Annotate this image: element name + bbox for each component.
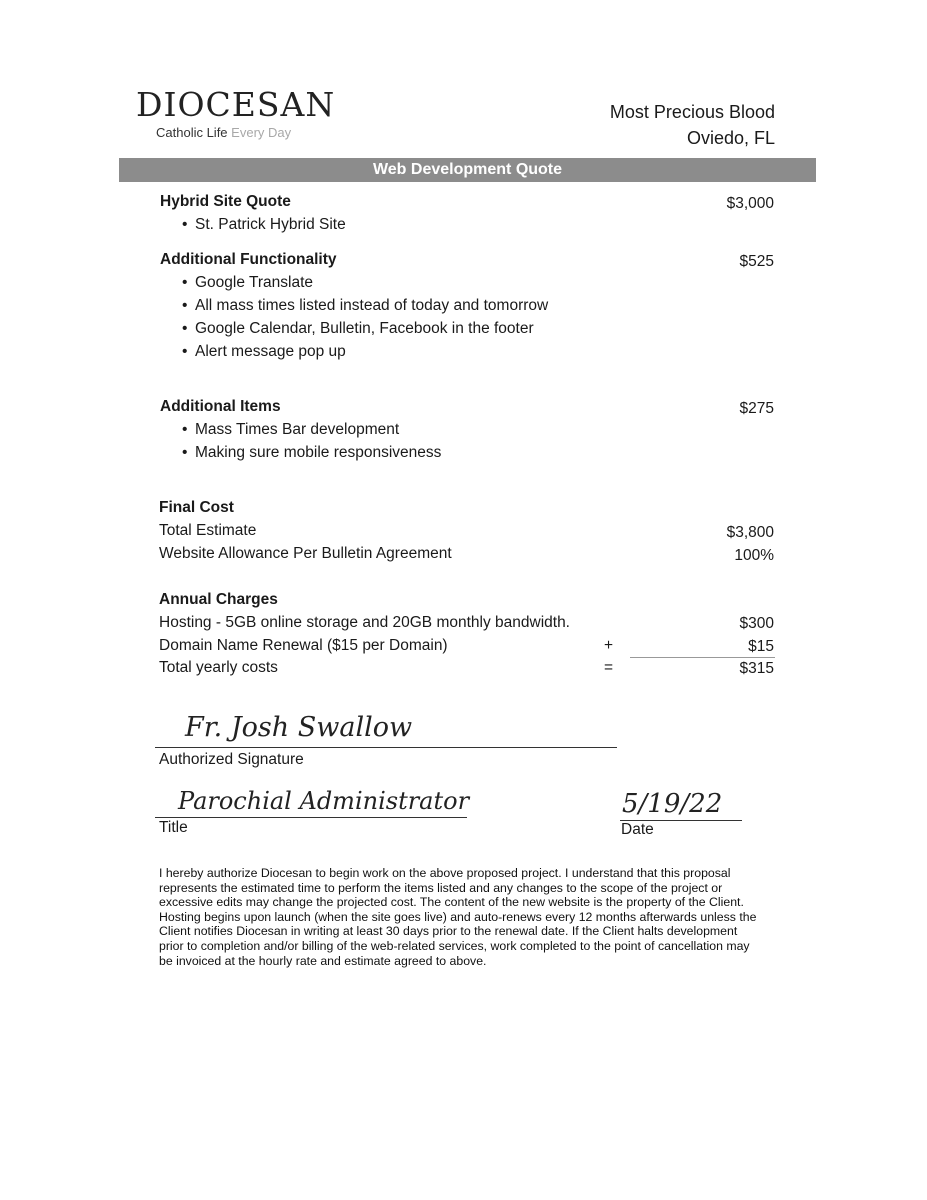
handwritten-signature: Fr. Josh Swallow xyxy=(185,712,413,743)
date-label: Date xyxy=(621,821,654,838)
sum-divider xyxy=(630,657,775,658)
quote-banner: Web Development Quote xyxy=(119,158,816,182)
amount-functionality: $525 xyxy=(739,253,774,270)
equals-operator: = xyxy=(604,659,614,676)
section-title-annual-charges: Annual Charges xyxy=(159,591,278,608)
amount-additional-items: $275 xyxy=(739,400,774,417)
final-row-value: 100% xyxy=(734,547,774,564)
client-location: Oviedo, FL xyxy=(686,128,775,148)
annual-row-value: $15 xyxy=(748,638,774,655)
handwritten-title: Parochial Administrator xyxy=(178,787,470,815)
diocesan-logo xyxy=(136,85,336,124)
final-row-label: Website Allowance Per Bulletin Agreement xyxy=(159,545,452,562)
logo-wordmark: DIOCESAN xyxy=(136,85,336,124)
signature-label: Authorized Signature xyxy=(159,751,304,768)
list-item: • Alert message pop up xyxy=(182,343,346,361)
client-name: Most Precious Blood xyxy=(609,102,775,122)
title-label: Title xyxy=(159,819,188,836)
final-row-value: $3,800 xyxy=(726,524,774,541)
section-title-final-cost: Final Cost xyxy=(159,499,234,516)
list-item: • All mass times listed instead of today and tomorrow xyxy=(182,297,548,315)
list-item: • Making sure mobile responsiveness xyxy=(182,444,441,462)
authorization-terms: I hereby authorize Diocesan to begin work on the above proposed project. I understand that this proposal represents the estimated time to perform the items listed and any changes to the scope of the project or excessive edits may change the projected cost. The content of the new website is the property of the Client. Hosting begins upon launch (when the site goes live) and auto-renews every 12 months afterwards unless the Client notifies Diocesan in writing at least 30 days prior to the renewal date. If the Client halts development prior to completion and/or billing of the web-related services, work completed to the point of cancellation may be invoiced at the hourly rate and estimate agreed to above. xyxy=(159,866,757,968)
title-line[interactable] xyxy=(155,817,467,818)
handwritten-date: 5/19/22 xyxy=(622,789,723,819)
final-row-label: Total Estimate xyxy=(159,522,257,539)
section-title-hybrid: Hybrid Site Quote xyxy=(160,193,291,210)
list-item: • St. Patrick Hybrid Site xyxy=(182,216,346,234)
signature-line[interactable] xyxy=(155,747,617,748)
annual-row-label: Total yearly costs xyxy=(159,659,278,676)
annual-row-label: Domain Name Renewal ($15 per Domain) xyxy=(159,637,448,654)
annual-row-value: $300 xyxy=(739,615,774,632)
list-item: • Google Calendar, Bulletin, Facebook in the footer xyxy=(182,320,534,338)
amount-hybrid: $3,000 xyxy=(726,195,774,212)
annual-row-label: Hosting - 5GB online storage and 20GB monthly bandwidth. xyxy=(159,614,570,631)
section-title-additional-items: Additional Items xyxy=(160,398,281,415)
section-title-functionality: Additional Functionality xyxy=(160,251,337,268)
list-item: • Google Translate xyxy=(182,274,313,292)
logo-tagline: Catholic Life Every Day xyxy=(156,125,292,140)
client-block xyxy=(610,99,775,151)
plus-operator: + xyxy=(604,637,614,654)
list-item: • Mass Times Bar development xyxy=(182,421,399,439)
annual-row-value: $315 xyxy=(739,660,774,677)
